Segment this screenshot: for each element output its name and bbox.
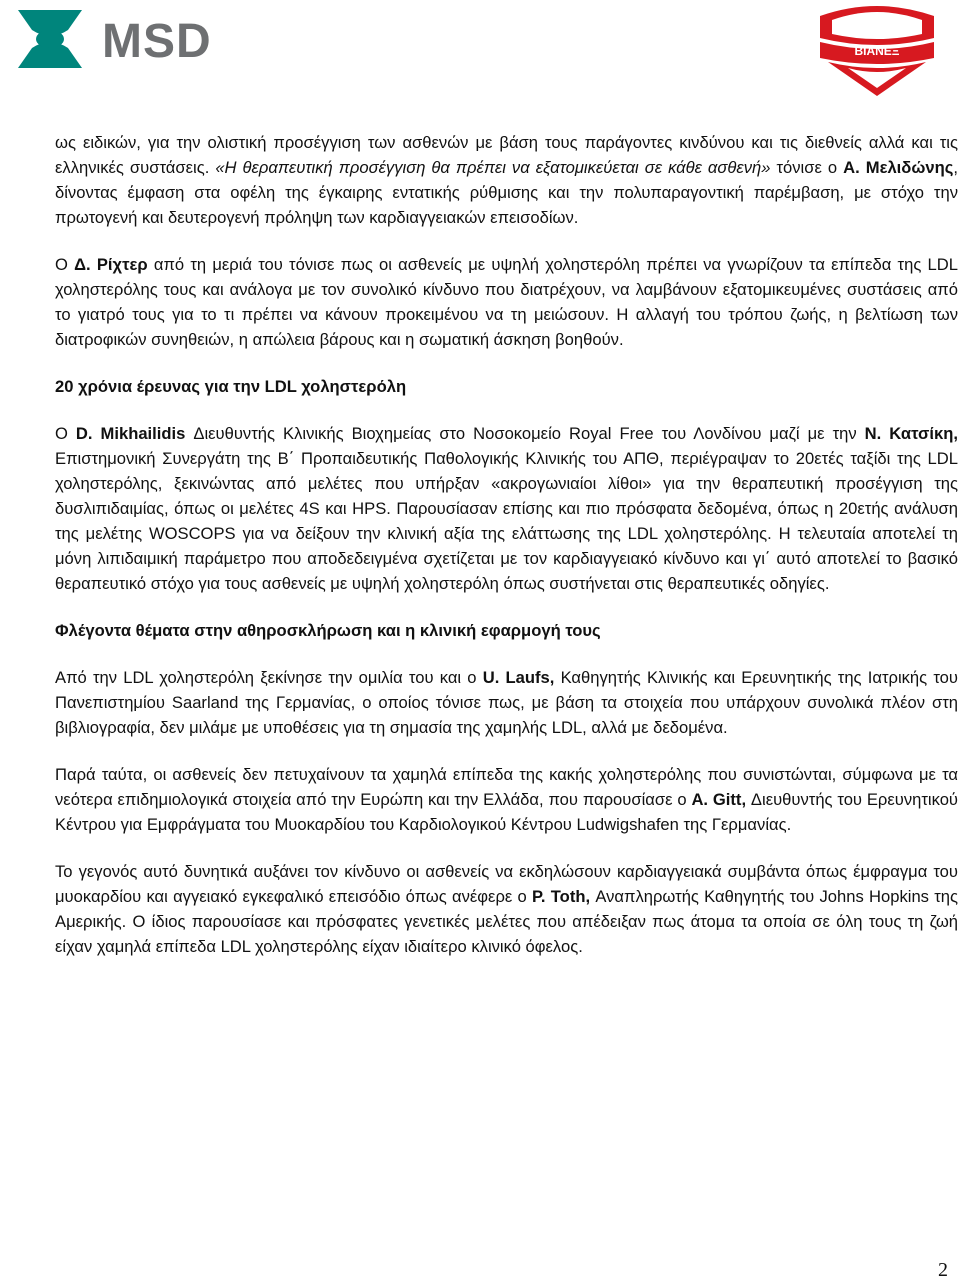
- text-run: Από την LDL χοληστερόλη ξεκίνησε την ομιλία του και ο: [55, 668, 483, 687]
- paragraph-mikhailidis: [55, 421, 958, 596]
- text-run: τόνισε ο: [770, 158, 844, 177]
- paragraph-gitt: [55, 762, 958, 837]
- text-run: από τη μεριά του τόνισε πως οι ασθενείς με υψηλή χοληστερόλη πρέπει να γνωρίζουν τα επίπεδα της LDL χοληστερόλης τους και ανάλογα με τον συνολικό κίνδυνο που διατρέχουν, να λαμβάνουν εξατομικευμένες συστάσεις από το γιατρό τους για το τι πρέπει να κάνουν προκειμένου να τη μειώσουν. Η αλλαγή του τρόπου ζωής, η βελτίωση των διατροφικών συνηθειών, η απώλεια βάρους και η σωματική άσκηση βοηθούν.: [55, 255, 958, 349]
- text-run: Το γεγονός αυτό δυνητικά αυξάνει τον κίνδυνο οι ασθενείς να εκδηλώσουν καρδιαγγειακά συμβάντα όπως έμφραγμα του μυοκαρδίου και αγγειακό εγκεφαλικό επεισόδιο όπως ανέφερε ο: [55, 862, 958, 906]
- article-body: [55, 130, 958, 959]
- text-run: Ο: [55, 424, 76, 443]
- speaker-name: Δ. Ρίχτερ: [74, 255, 148, 274]
- text-run: , δίνοντας έμφαση στα οφέλη της έγκαιρης εντατικής ρύθμισης και την πολυπαραγοντική παρέμβαση, με στόχο την πρωτογενή και δευτερογενή πρόληψη των καρδιαγγειακών επεισοδίων.: [55, 158, 958, 227]
- paragraph-meladonis: [55, 130, 958, 230]
- speaker-name: P. Toth,: [532, 887, 591, 906]
- text-run: Παρά ταύτα, οι ασθενείς δεν πετυχαίνουν τα χαμηλά επίπεδα της κακής χοληστερόλης που συνιστώνται, σύμφωνα με τα νεότερα επιδημιολογικά στοιχεία από την Ευρώπη και την Ελλάδα, που παρουσίασε ο: [55, 765, 958, 809]
- text-run: Αναπληρωτής Καθηγητής του Johns Hopkins της Αμερικής. Ο ίδιος παρουσίασε και πρόσφατες γενετικές μελέτες που απέδειξαν πως άτομα τα οποία σε όλη τους τη ζωή είχαν χαμηλά επίπεδα LDL χοληστερόλης είχαν ιδιαίτερο κλινικό όφελος.: [55, 887, 958, 956]
- section-heading-ldl-research: 20 χρόνια έρευνας για την LDL χοληστερόλη: [55, 377, 407, 396]
- msd-logo-text: MSD: [102, 15, 212, 68]
- speaker-name: D. Mikhailidis: [75, 424, 186, 443]
- speaker-name: Ν. Κατσίκη,: [864, 424, 958, 443]
- msd-logo-mark-icon: [10, 4, 90, 74]
- text-run: Διευθυντής Κλινικής Βιοχημείας στο Νοσοκομείο Royal Free του Λονδίνου μαζί με την: [185, 424, 865, 443]
- page-header: [0, 0, 960, 100]
- paragraph-laufs: [55, 665, 958, 740]
- paragraph-richter: [55, 252, 958, 352]
- bianex-logo-mark-icon: [818, 6, 936, 96]
- page-number: 2: [938, 1259, 948, 1281]
- speaker-name: A. Gitt,: [691, 790, 747, 809]
- text-run: ως ειδικών, για την ολιστική προσέγγιση των ασθενών με βάση τους παράγοντες κινδύνου και τις διεθνείς αλλά και τις ελληνικές συστάσεις.: [55, 133, 958, 177]
- bianex-logo-text: ΒΙΑΝΕΞ: [854, 44, 900, 58]
- paragraph-toth: [55, 859, 958, 959]
- bianex-logo: [818, 6, 936, 96]
- text-run: Καθηγητής Κλινικής και Ερευνητικής της Ιατρικής του Πανεπιστημίου Saarland της Γερμανίας, ο οποίος τόνισε πως, με βάση τα στοιχεία που υπάρχουν συνολικά πλέον στη βιβλιογραφία, δεν μιλάμε με υποθέσεις για τη σημασία της χαμηλής LDL, αλλά με δεδομένα.: [55, 668, 958, 737]
- msd-logo: [10, 4, 240, 74]
- text-run: Επιστημονική Συνεργάτη της Β΄ Προπαιδευτικής Παθολογικής Κλινικής του ΑΠΘ, περιέγραψαν το 20ετές ταξίδι της LDL χοληστερόλης, ξεκινώντας από μελέτες που υπήρξαν «ακρογωνιαίοι λίθοι» για την θεραπευτική προσέγγιση της δυσλιπιδαιμίας, όπως οι μελέτες 4S και HPS. Παρουσίασαν επίσης και πιο πρόσφατα δεδομένα, όπως η 20ετής ανάλυση της μελέτης WOSCOPS για να δείξουν την κλινική αξία της ελάττωσης της LDL χοληστερόλης. Η τελευταία αποτελεί τη μόνη λιπιδαιμική παράμετρο που αποδεδειγμένα σχετίζεται με τον καρδιαγγειακό κίνδυνο και γι΄ αυτό αποτελεί το βασικό θεραπευτικό στόχο για τους ασθενείς με υψηλή χοληστερόλη όπως συστήνεται στις θεραπευτικές οδηγίες.: [55, 449, 958, 593]
- section-heading-atherosclerosis: Φλέγοντα θέματα στην αθηροσκλήρωση και η κλινική εφαρμογή τους: [55, 621, 601, 640]
- quote-italic: «Η θεραπευτική προσέγγιση θα πρέπει να εξατομικεύεται σε κάθε ασθενή»: [215, 158, 771, 177]
- text-run: Ο: [55, 255, 75, 274]
- text-run: Διευθυντής του Ερευνητικού Κέντρου για Εμφράγματα του Μυοκαρδίου του Καρδιολογικού Κέντρου Ludwigshafen της Γερμανίας.: [55, 790, 958, 834]
- speaker-name: U. Laufs,: [482, 668, 555, 687]
- speaker-name: Α. Μελιδώνης: [843, 158, 954, 177]
